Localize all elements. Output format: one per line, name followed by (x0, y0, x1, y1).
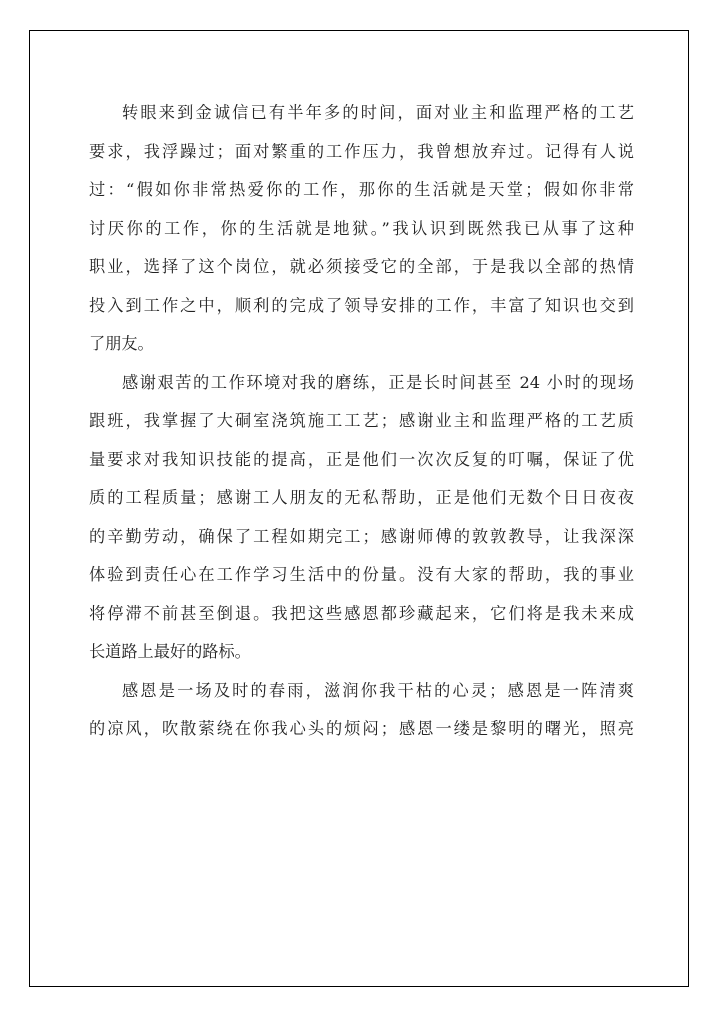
paragraph-2 (89, 364, 634, 672)
text-line: 转眼来到金诚信已有半年多的时间，面对业主和监理严格的工艺 (122, 103, 634, 122)
text-line: 长道路上最好的路标。 (89, 642, 251, 661)
text-line: 感恩是一场及时的春雨，滋润你我干枯的心灵；感恩是一阵清爽 (122, 680, 634, 700)
text-line: 职业，选择了这个岗位，就必须接受它的全部，于是我以全部的热情 (89, 257, 634, 276)
text-line: 感谢艰苦的工作环境对我的磨练，正是长时间甚至 24 小时的现场 (122, 372, 634, 392)
text-line: 过：“假如你非常热爱你的工作，那你的生活就是天堂；假如你非常 (89, 180, 634, 199)
text-line: 的辛勤劳动，确保了工程如期完工；感谢师傅的敦敦教导，让我深深 (89, 526, 634, 546)
document-body (89, 94, 634, 749)
paragraph-1 (89, 94, 634, 364)
text-line: 将停滞不前甚至倒退。我把这些感恩都珍藏起来，它们将是我未来成 (89, 603, 634, 623)
text-line: 投入到工作之中，顺利的完成了领导安排的工作，丰富了知识也交到 (89, 295, 634, 315)
text-line: 跟班，我掌握了大硐室浇筑施工工艺；感谢业主和监理严格的工艺质 (89, 411, 634, 430)
text-line: 体验到责任心在工作学习生活中的份量。没有大家的帮助，我的事业 (89, 565, 634, 584)
paragraph-3 (89, 672, 634, 749)
text-line: 的凉风，吹散萦绕在你我心头的烦闷；感恩一缕是黎明的曙光，照亮 (89, 719, 634, 738)
text-line: 量要求对我知识技能的提高，正是他们一次次反复的叮嘱，保证了优 (89, 449, 634, 469)
text-line: 讨厌你的工作，你的生活就是地狱。”我认识到既然我已从事了这种 (89, 218, 634, 238)
text-line: 质的工程质量；感谢工人朋友的无私帮助，正是他们无数个日日夜夜 (89, 488, 634, 507)
text-line: 了朋友。 (89, 334, 154, 353)
text-line: 要求，我浮躁过；面对繁重的工作压力，我曾想放弃过。记得有人说 (89, 141, 634, 161)
